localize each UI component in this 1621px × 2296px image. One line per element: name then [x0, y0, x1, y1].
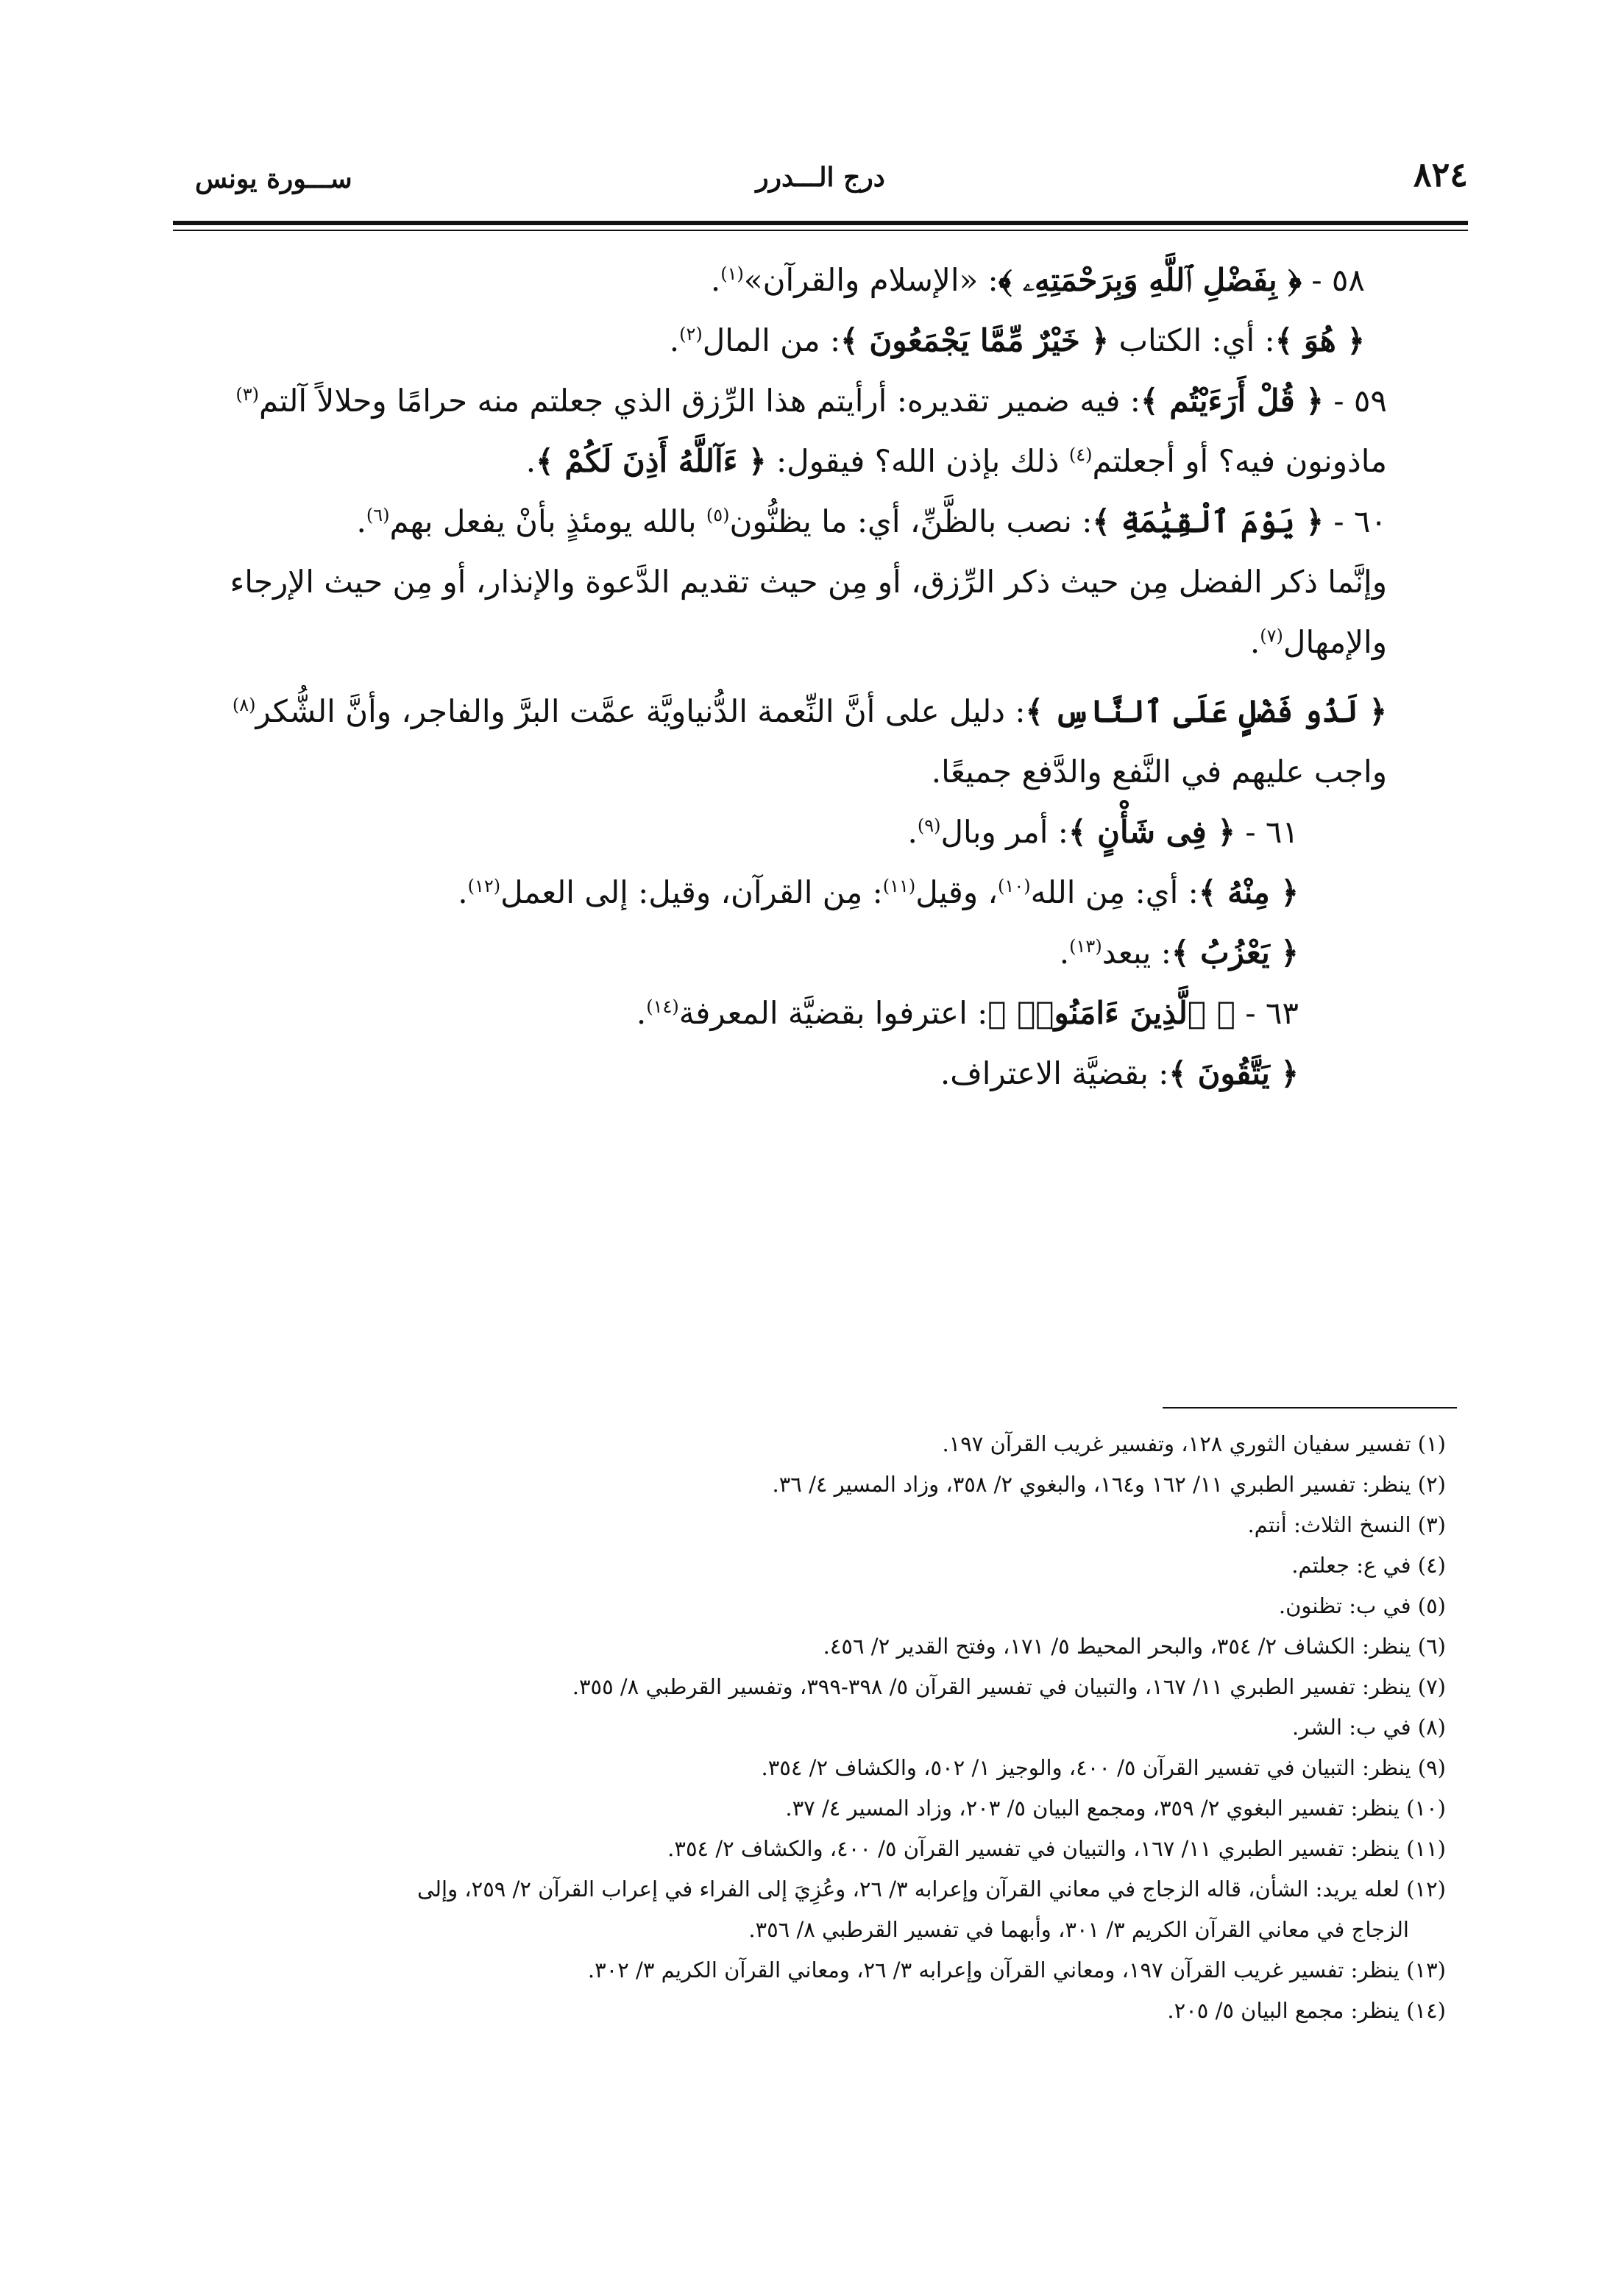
verse-61-line-1: ٦١ - ﴿ فِى شَأْنٍ ﴾: أمر وبال$^{(٩)}$. — [907, 814, 1299, 850]
footnote-7: (٧) ينظر: تفسير الطبري ١١/ ١٦٧، والتبيان في تفسير القرآن ٥/ ٣٩٨-٣٩٩، وتفسير القرطبي ٨/ ٣٥٥. — [572, 1674, 1446, 1699]
verse-58-line-1: ٥٨ - ﴿ بِفَضْلِ ٱللَّهِ وَبِرَحْمَتِهِۦ ﴾: «الإسلام والقرآن»$^{(١)}$. — [710, 262, 1365, 298]
quran-quote: ﴿ ءَآللَّهُ أَذِنَ لَكُمْ ﴾ — [536, 443, 767, 479]
verse-63-line-1: ٦٣ - ﴿ ٱلَّذِينَ ءَامَنُوا۟ ﴾: اعترفوا بقضيَّة المعرفة$^{(١٤)}$. — [636, 995, 1299, 1031]
footnote-6: (٦) ينظر: الكشاف ٢/ ٣٥٤، والبحر المحيط ٥/ ١٧١، وفتح القدير ٢/ ٤٥٦. — [823, 1634, 1446, 1659]
quran-quote: ﴿ يَتَّقُونَ ﴾ — [1168, 1055, 1299, 1091]
quran-quote: ﴿ خَيْرٌ مِّمَّا يَجْمَعُونَ ﴾ — [840, 322, 1110, 358]
footnote-ref[interactable]: (١٤) — [646, 996, 679, 1017]
footnote-ref[interactable]: (١٣) — [1069, 936, 1102, 957]
verse-59-paragraph: ٥٩ - ﴿ قُلْ أَرَءَيْتُم ﴾: فيه ضمير تقديره: أرأيتم هذا الرِّزق الذي جعلتم منه حرامًا وحلالاً آلتم$^{(٣)}$ ماذونون فيه؟ أو أجعلتم$^{(٤)}$ ذلك بإذن الله؟ فيقول: ﴿ ءَآللَّهُ أَذِنَ لَكُمْ ﴾. — [235, 383, 1387, 479]
verse-60-paragraph: ٦٠ - ﴿ يَوْمَ ٱلْقِيَٰمَةِ ﴾: نصب بالظَّنِّ، أي: ما يظنُّون$^{(٥)}$ بالله يومئذٍ بأنْ يفعل بهم$^{(٦)}$. — [356, 503, 1387, 539]
quran-quote: ﴿ فِى شَأْنٍ ﴾ — [1068, 814, 1235, 850]
footnote-ref[interactable]: (٣) — [235, 384, 259, 405]
footnote-ref[interactable]: (٤) — [1068, 444, 1093, 465]
quran-quote: ﴿ قُلْ أَرَءَيْتُم ﴾ — [1140, 383, 1324, 419]
footnote-ref[interactable]: (٩) — [917, 815, 941, 836]
quran-quote: ﴿ ٱلَّذِينَ ءَامَنُوا۟ ﴾ — [987, 995, 1235, 1031]
footnote-1: (١) تفسير سفيان الثوري ١٢٨، وتفسير غريب القرآن ١٩٧. — [942, 1431, 1446, 1456]
footnote-12-continued: الزجاج في معاني القرآن الكريم ٣/ ٣٠١، وأبهما في تفسير القرطبي ٨/ ٣٥٦. — [748, 1917, 1409, 1942]
quran-quote: ﴿ هُوَ ﴾ — [1274, 322, 1365, 358]
footnote-3: (٣) النسخ الثلاث: أنتم. — [1247, 1512, 1446, 1537]
quran-quote: ﴿ يَوْمَ ٱلْقِيَٰمَةِ ﴾ — [1092, 503, 1324, 539]
footnote-14: (١٤) ينظر: مجمع البيان ٥/ ٢٠٥. — [1167, 1998, 1446, 2023]
footnote-ref[interactable]: (٥) — [706, 505, 730, 525]
footnote-ref[interactable]: (٢) — [679, 324, 703, 344]
footnote-ref[interactable]: (١٢) — [467, 876, 501, 896]
footnote-4: (٤) في ع: جعلتم. — [1291, 1553, 1446, 1578]
lathu-fadl-paragraph: ﴿ لَذُو فَضْلٍ عَلَى ٱلنَّاسِ ﴾: دليل على أنَّ النِّعمة الدُّنياويَّة عمَّت البرَّ والفاجر، وأنَّ الشُّكر$^{(٨)}$ واجب عليهم في النَّفع والدَّفع جميعًا. — [232, 693, 1387, 790]
footnote-ref[interactable]: (٧) — [1260, 626, 1283, 646]
footnote-9: (٩) ينظر: التبيان في تفسير القرآن ٥/ ٤٠٠، والوجيز ١/ ٥٠٢، والكشاف ٢/ ٣٥٤. — [761, 1755, 1446, 1780]
verse-58-line-2: ﴿ هُوَ ﴾: أي: الكتاب ﴿ خَيْرٌ مِّمَّا يَجْمَعُونَ ﴾: من المال$^{(٢)}$. — [669, 322, 1365, 358]
verse-61-line-2: ﴿ مِنْهُ ﴾: أي: مِن الله$^{(١٠)}$، وقيل$^{(١١)}$: مِن القرآن، وقيل: إلى العمل$^{(١٢)}$. — [458, 874, 1299, 910]
quran-quote: ﴿ يَعْزُبُ ﴾ — [1171, 935, 1299, 971]
footnote-11: (١١) ينظر: تفسير الطبري ١١/ ١٦٧، والتبيان في تفسير القرآن ٥/ ٤٠٠، والكشاف ٢/ ٣٥٤. — [667, 1836, 1446, 1861]
footnote-ref[interactable]: (٨) — [232, 695, 256, 715]
page-number: ٨٢٤ — [1413, 155, 1468, 194]
footnote-13: (١٣) ينظر: تفسير غريب القرآن ١٩٧، ومعاني القرآن وإعرابه ٣/ ٢٦، ومعاني القرآن الكريم ٣/ ٣٠٢. — [587, 1957, 1446, 1983]
header-rule-thin — [173, 230, 1468, 231]
surah-title: ســـورة يونس — [195, 163, 352, 194]
main-text — [173, 250, 1468, 1104]
quran-quote: ﴿ بِفَضْلِ ٱللَّهِ وَبِرَحْمَتِهِۦ ﴾ — [998, 262, 1302, 298]
footnote-5: (٥) في ب: تظنون. — [1278, 1593, 1446, 1618]
footnotes — [173, 1424, 1468, 2031]
footnote-12: (١٢) لعله يريد: الشأن، قاله الزجاج في معاني القرآن وإعرابه ٣/ ٢٦، وعُزِيَ إلى الفراء في إعراب القرآن ٢/ ٢٥٩، وإلى — [417, 1877, 1446, 1902]
footnote-ref[interactable]: (٦) — [366, 505, 390, 525]
footnote-ref[interactable]: (١٠) — [998, 876, 1031, 896]
footnote-8: (٨) في ب: الشر. — [1292, 1715, 1446, 1740]
footnote-separator — [1163, 1407, 1457, 1409]
quran-quote: ﴿ مِنْهُ ﴾ — [1198, 874, 1299, 910]
verse-63-line-2: ﴿ يَتَّقُونَ ﴾: بقضيَّة الاعتراف. — [940, 1055, 1299, 1091]
fadl-paragraph: وإنَّما ذكر الفضل مِن حيث ذكر الرِّزق، أو مِن حيث تقديم الدَّعوة والإنذار، أو مِن حيث الإرجاء والإمهال$^{(٧)}$. — [230, 564, 1387, 660]
book-title: درج الـــدرر — [756, 162, 885, 193]
header-rule-thick — [173, 221, 1468, 225]
footnote-ref[interactable]: (١١) — [882, 876, 916, 896]
footnote-2: (٢) ينظر: تفسير الطبري ١١/ ١٦٢ و١٦٤، والبغوي ٢/ ٣٥٨، وزاد المسير ٤/ ٣٦. — [772, 1472, 1446, 1497]
footnote-ref[interactable]: (١) — [720, 263, 744, 284]
footnote-10: (١٠) ينظر: تفسير البغوي ٢/ ٣٥٩، ومجمع البيان ٥/ ٢٠٣، وزاد المسير ٤/ ٣٧. — [785, 1796, 1446, 1821]
quran-quote: ﴿ لَذُو فَضْلٍ عَلَى ٱلنَّاسِ ﴾ — [1025, 693, 1387, 729]
page-header — [173, 155, 1468, 221]
verse-61-line-3: ﴿ يَعْزُبُ ﴾: يبعد$^{(١٣)}$. — [1059, 935, 1299, 971]
